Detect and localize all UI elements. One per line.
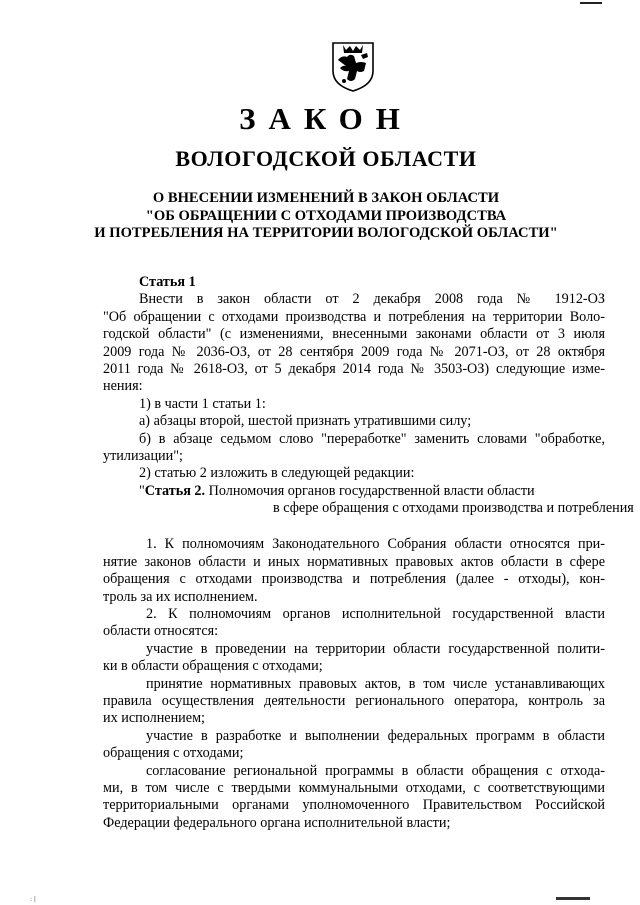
document-body [103, 274, 634, 832]
text-line: 2) статью 2 изложить в следующей редакции: [139, 465, 415, 482]
text-line: обращения с отходами производства и потребления (далее - отходы), кон- [103, 571, 605, 588]
article-2-title [103, 483, 605, 500]
text-line: ми, в том числе с твердыми коммунальными отходами, с соответствующими [103, 779, 605, 796]
article-1-heading: Статья 1 [139, 274, 196, 290]
spacer [103, 517, 605, 536]
document-title: ЗАКОН [239, 101, 413, 136]
text-line: троль за их исполнением. [103, 588, 258, 605]
text-line: годской области" (с изменениями, внесенными законами области от 3 июля [103, 326, 605, 343]
document-subtitle: ВОЛОГОДСКОЙ ОБЛАСТИ [175, 146, 477, 171]
text-line: участие в разработке и выполнении федеральных программ в области [146, 727, 605, 744]
text-line: принятие нормативных правовых актов, в том числе устанавливающих [146, 675, 605, 692]
text-line: согласование региональной программы в области обращения с отхода- [146, 762, 605, 779]
headline-line: И ПОТРЕБЛЕНИЯ НА ТЕРРИТОРИИ ВОЛОГОДСКОЙ ОБЛАСТИ" [94, 225, 558, 241]
text-line: Внести в закон области от 2 декабря 2008 года № 1912-ОЗ [139, 291, 605, 308]
text-line: 1) в части 1 статьи 1: [139, 395, 266, 412]
text-line: территориальными органами уполномоченного Правительством Российской [103, 797, 605, 814]
text-line: 2. К полномочиям органов исполнительной государственной власти [146, 606, 605, 623]
quote-mark: " [139, 482, 145, 499]
text-line: утилизации"; [103, 447, 183, 464]
text-line: б) в абзаце седьмом слово "переработке" заменить словами "обработке, [139, 430, 605, 447]
scan-mark-bottom-left: : | [30, 896, 36, 903]
text-line: участие в проведении на территории области государственной полити- [146, 640, 605, 657]
text-line: нятие законов области и иных нормативных правовых актов области в сфере [103, 553, 605, 570]
text-line: ки в области обращения с отходами; [103, 658, 323, 675]
text-line: нения: [103, 378, 143, 395]
article-2-title-line2: в сфере обращения с отходами производства и потребления [273, 500, 634, 517]
article-2-title-text: Полномочия органов государственной власти области [205, 482, 535, 499]
headline-line: О ВНЕСЕНИИ ИЗМЕНЕНИЙ В ЗАКОН ОБЛАСТИ [152, 190, 500, 206]
text-line: а) абзацы второй, шестой признать утратившими силу; [139, 413, 472, 430]
text-line: области относятся: [103, 623, 219, 640]
vologda-oblast-coat-of-arms-icon [331, 41, 375, 93]
text-line: 1. К полномочиям Законодательного Собрания области относятся при- [146, 536, 605, 553]
text-line: 2009 года № 2036-ОЗ, от 28 сентября 2009 года № 2071-ОЗ, от 28 октября [103, 343, 605, 360]
text-line: правила осуществления деятельности регионального оператора, контроль за [103, 692, 605, 709]
text-line: "Об обращении с отходами производства и потребления на территории Воло- [103, 308, 605, 325]
text-line: 2011 года № 2618-ОЗ, от 5 декабря 2014 года № 3503-ОЗ) следующие изме- [103, 360, 605, 377]
text-line: Федерации федерального органа исполнительной власти; [103, 814, 451, 831]
scan-mark-bottom-right [556, 897, 590, 900]
scan-mark-top [580, 2, 602, 4]
article-2-label: Статья 2. [144, 482, 206, 499]
text-line: обращения с отходами; [103, 745, 244, 762]
headline-line: "ОБ ОБРАЩЕНИИ С ОТХОДАМИ ПРОИЗВОДСТВА [145, 207, 507, 224]
law-headline [0, 190, 640, 243]
text-line: их исполнением; [103, 710, 205, 727]
